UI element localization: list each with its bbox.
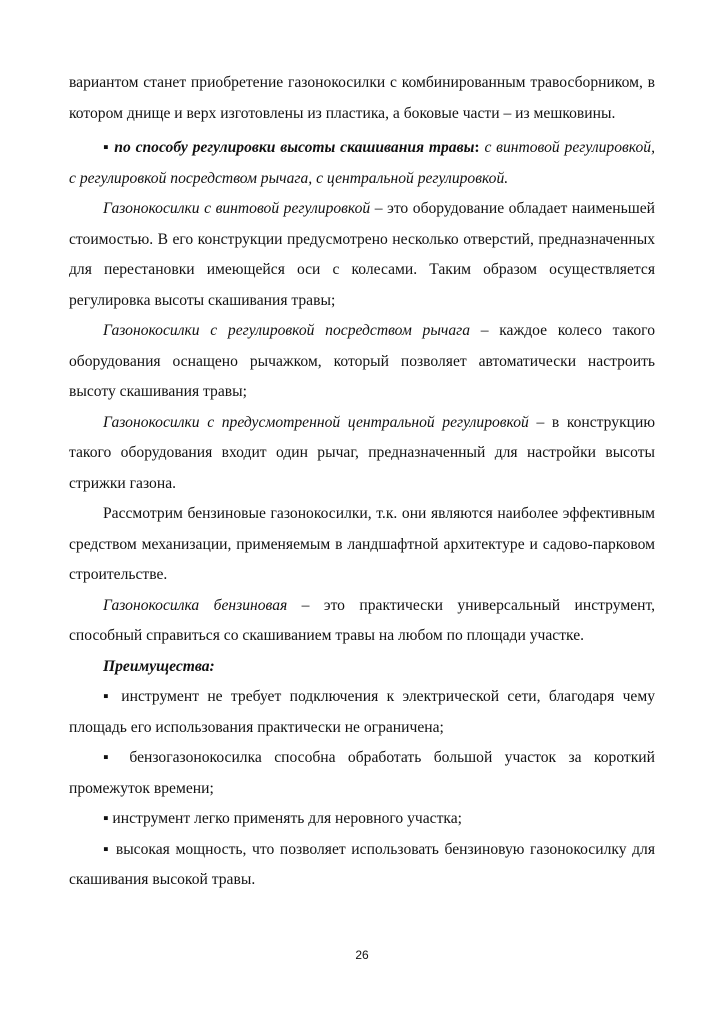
advantage-item-3: ▪ инструмент легко применять для неровного участка; (103, 810, 463, 827)
classification-options: с винтовой регулировкой, с регулировкой посредством рычага, с центральной регулировкой. (69, 139, 655, 187)
page-number: 26 (355, 948, 369, 962)
paragraph-classification-bullet (69, 133, 655, 194)
paragraph-screw-adjustment (69, 194, 655, 316)
term-lever-adjustment: Газонокосилки с регулировкой посредством рычага (103, 322, 470, 339)
advantage-item-2: ▪ бензогазонокосилка способна обработать большой участок за короткий промежуток времени; (69, 749, 655, 797)
advantages-heading (69, 652, 655, 683)
paragraph-central-adjustment (69, 408, 655, 500)
classification-heading: по способу регулировки высоты скашивания травы (114, 139, 475, 156)
paragraph-petrol-definition (69, 591, 655, 652)
definition-central-adjustment: – в конструкцию такого оборудования входит один рычаг, предназначенный для настройки высоты стрижки газона. (69, 413, 655, 492)
advantage-item-4: ▪ высокая мощность, что позволяет использовать бензиновую газонокосилку для скашивания высокой травы. (69, 840, 655, 888)
advantage-item-1: ▪ инструмент не требует подключения к электрической сети, благодаря чему площадь его использования практически не ограничена; (69, 688, 655, 736)
term-screw-adjustment: Газонокосилки с винтовой регулировкой (103, 200, 371, 217)
definition-screw-adjustment: – это оборудование обладает наименьшей стоимостью. В его конструкции предусмотрено несколько отверстий, предназначенных для перестановки имеющейся оси с колесами. Таким образом осуществляется регулировка высоты скашивания травы; (69, 200, 655, 309)
bullet-marker: ▪ (103, 139, 110, 156)
definition-lever-adjustment: – каждое колесо такого оборудования оснащено рычажком, который позволяет автоматически настроить высоту скашивания травы; (69, 322, 655, 400)
paragraph-petrol-intro: Рассмотрим бензиновые газонокосилки, т.к. они являются наиболее эффективным средством механизации, применяемым в ландшафтной архитектуре и садово-парковом строительстве. (69, 505, 655, 583)
term-central-adjustment: Газонокосилки с предусмотренной центральной регулировкой (103, 413, 529, 431)
advantages-heading-text: Преимущества: (103, 657, 215, 675)
paragraph-lever-adjustment (69, 316, 655, 408)
definition-petrol-mower: – это практически универсальный инструмент, способный справиться со скашиванием травы на любом по площади участке. (69, 596, 655, 644)
body-text (69, 68, 655, 896)
colon: : (474, 139, 480, 156)
paragraph-continuation: вариантом станет приобретение газонокосилки с комбинированным травосборником, в котором днище и верх изготовлены из пластика, а боковые части – из мешковины. (69, 74, 655, 122)
term-petrol-mower: Газонокосилка бензиновая (103, 596, 288, 614)
